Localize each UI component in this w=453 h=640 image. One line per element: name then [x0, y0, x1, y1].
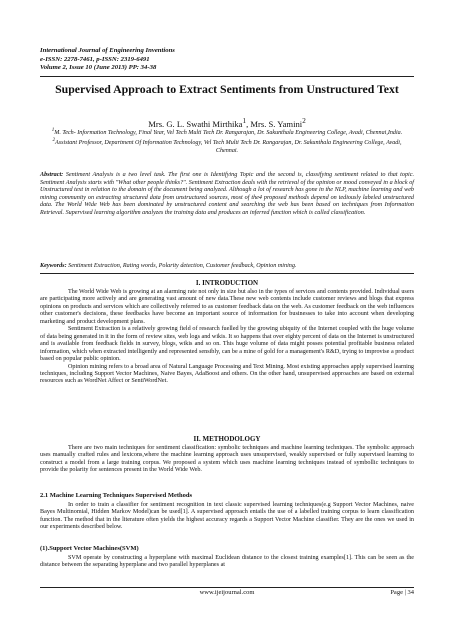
abstract-text: Sentiment Analysis is a two level task. The first one is Identifying Topic and the second is, classifying sentiment related to that topic. Sentiment Analysis starts with "What other people thinks?". Sentiment Extraction deals with the retrieval of the opinion or mood conveyed in a block of Unstructured text in relation to the domain of the document being analyzed. Although a lot of research has gone in the NLP, machine learning and web mining community on extracting structured data from unstructured sources, most of the4 proposed methods depend on tediously labeled unstructured data. The World Wide Web has been dominated by unstructured content and searching the web has been based on techniques from Information Retrieval. Supervised learning algorithm analyzes the training data and produces an inferred function which is called classification. — [40, 172, 414, 216]
journal-header — [40, 47, 175, 73]
journal-volume: Volume 2, Issue 10 (June 2013) PP: 34-38 — [40, 64, 157, 72]
keywords-text: Sentiment Extraction, Rating words, Polarity detection, Customer feedback, Opinion mining. — [66, 263, 297, 269]
footer-url: www.ijeijournal.com — [199, 589, 255, 596]
section-heading-introduction: I. INTRODUCTION — [195, 279, 259, 287]
abstract — [40, 172, 414, 217]
methodology-body — [40, 445, 414, 475]
author-2: Mrs. S. Yamini — [250, 118, 303, 129]
introduction-body — [40, 289, 414, 386]
journal-name: International Journal of Engineering Inventions — [40, 47, 175, 54]
footer-rule — [40, 587, 414, 588]
author-1: Mrs. G. L. Swathi Mirthika — [148, 118, 243, 129]
affiliation-1 — [50, 127, 404, 137]
affiliation-2-text: Assistant Professor, Department Of Information Technology, Vel Tech Multi Tech Dr. Rangarajan, Dr. Sakunthala Engineering College, Avadi, Chennai. — [55, 140, 402, 154]
header-rule — [40, 76, 414, 77]
abstract-rule — [40, 273, 414, 274]
affiliation-2-sup: 2 — [52, 137, 56, 144]
affiliation-1-sup: 1 — [51, 127, 55, 133]
author-1-sup: 1 — [242, 117, 247, 125]
section-heading-methodology: II. METHODOLOGY — [193, 435, 261, 443]
affiliation-1-text: M. Tech- Information Technology, Final Year, Vel Tech Multi Tech Dr. Rangarajan, Dr. Sakunthala Engineering College, Avadi, Chennai,India. — [54, 130, 403, 137]
author-separator: , — [246, 118, 251, 129]
subsection-2-1-paragraph: In order to train a classifier for sentiment recognition in text classic supervised learning techniques(e.g Support Vector Machines, naive Bayes Multinomial, Hidden Markov Model)can be used[1]. A supervised approach entails the use of a labelled training corpus to learn classification function. The method that in the literature often yields the highest accuracy regards a Support Vector Machine classifier. They are the ones we used in our experiments described below. — [40, 502, 414, 531]
intro-paragraph-3: Opinion mining refers to a broad area of Natural Language Processing and Text Mining. Most existing approaches apply supervised learning techniques, including Support Vector Machines, Naive Bayes, AdaBoost and others. On the other hand, unsupervised approaches are based on external resources such as WordNet Affect or SentiWordNet. — [40, 363, 414, 385]
subsection-2-1-body — [40, 502, 414, 532]
intro-paragraph-1: The World Wide Web is growing at an alarming rate not only in size but also in the types of services and contents provided. Individual users are participating more actively and are generating vast amount of new data.These new web contents include customer reviews and blogs that express opinions on products and services which are collectively referred to as customer feedback data on the web. As customer feedback on the web influences other customer's decisions, these feedbacks have become an important source of information for businesses to take into account when developing marketing and product development plans. — [40, 289, 414, 325]
journal-issn: e-ISSN: 2278-7461, p-ISSN: 2319-6491 — [40, 55, 150, 63]
footer-page-number: Page | 34 — [390, 589, 414, 596]
subsection-heading-svm: (1).Support Vector Machines(SVM) — [40, 545, 139, 552]
affiliation-2 — [50, 137, 404, 155]
paper-title: Supervised Approach to Extract Sentiments from Unstructured Text — [55, 82, 399, 96]
intro-paragraph-2: Sentiment Extraction is a relatively growing field of research fuelled by the growing ubiquity of the Internet coupled with the huge volume of data being generated in it in the form of review sites, web logs and wikis. It so happens that over eighty percent of data on the Internet is unstructured and is available from feedback fields in survey, blogs, wikis and so on. This huge volume of data might posses potential profitable business related information, which when extracted intelligently and represented sensibly, can be a mine of gold for a management's R&D, trying to improvise a product based on popular public opinion. — [40, 326, 414, 363]
keywords-label: Keywords: — [40, 263, 67, 269]
keywords — [40, 263, 414, 271]
svm-paragraph: SVM operate by constructing a hyperplane with maximal Euclidean distance to the closest training examples[1]. This can be seen as the distance between the separating hyperplane and two parallel hyperplanes at — [40, 555, 414, 569]
author-2-sup: 2 — [302, 117, 306, 125]
affiliations — [50, 127, 404, 155]
svm-body — [40, 555, 414, 570]
subsection-heading-2-1: 2.1 Machine Learning Techniques Supervised Methods — [40, 492, 193, 499]
abstract-label: Abstract: — [40, 172, 64, 178]
method-paragraph-1: There are two main techniques for sentiment classification: symbolic techniques and machine learning techniques. The symbolic approach uses manually crafted rules and lexicons,where the machine learning approach uses unsupervised, weakly supervised or fully supervised learning to construct a model from a large training corpus. We proposed a system which uses machine learning techniques instead of symbollic techniques to provide the polarity for sentences present in the World Wide Web. — [40, 445, 414, 474]
